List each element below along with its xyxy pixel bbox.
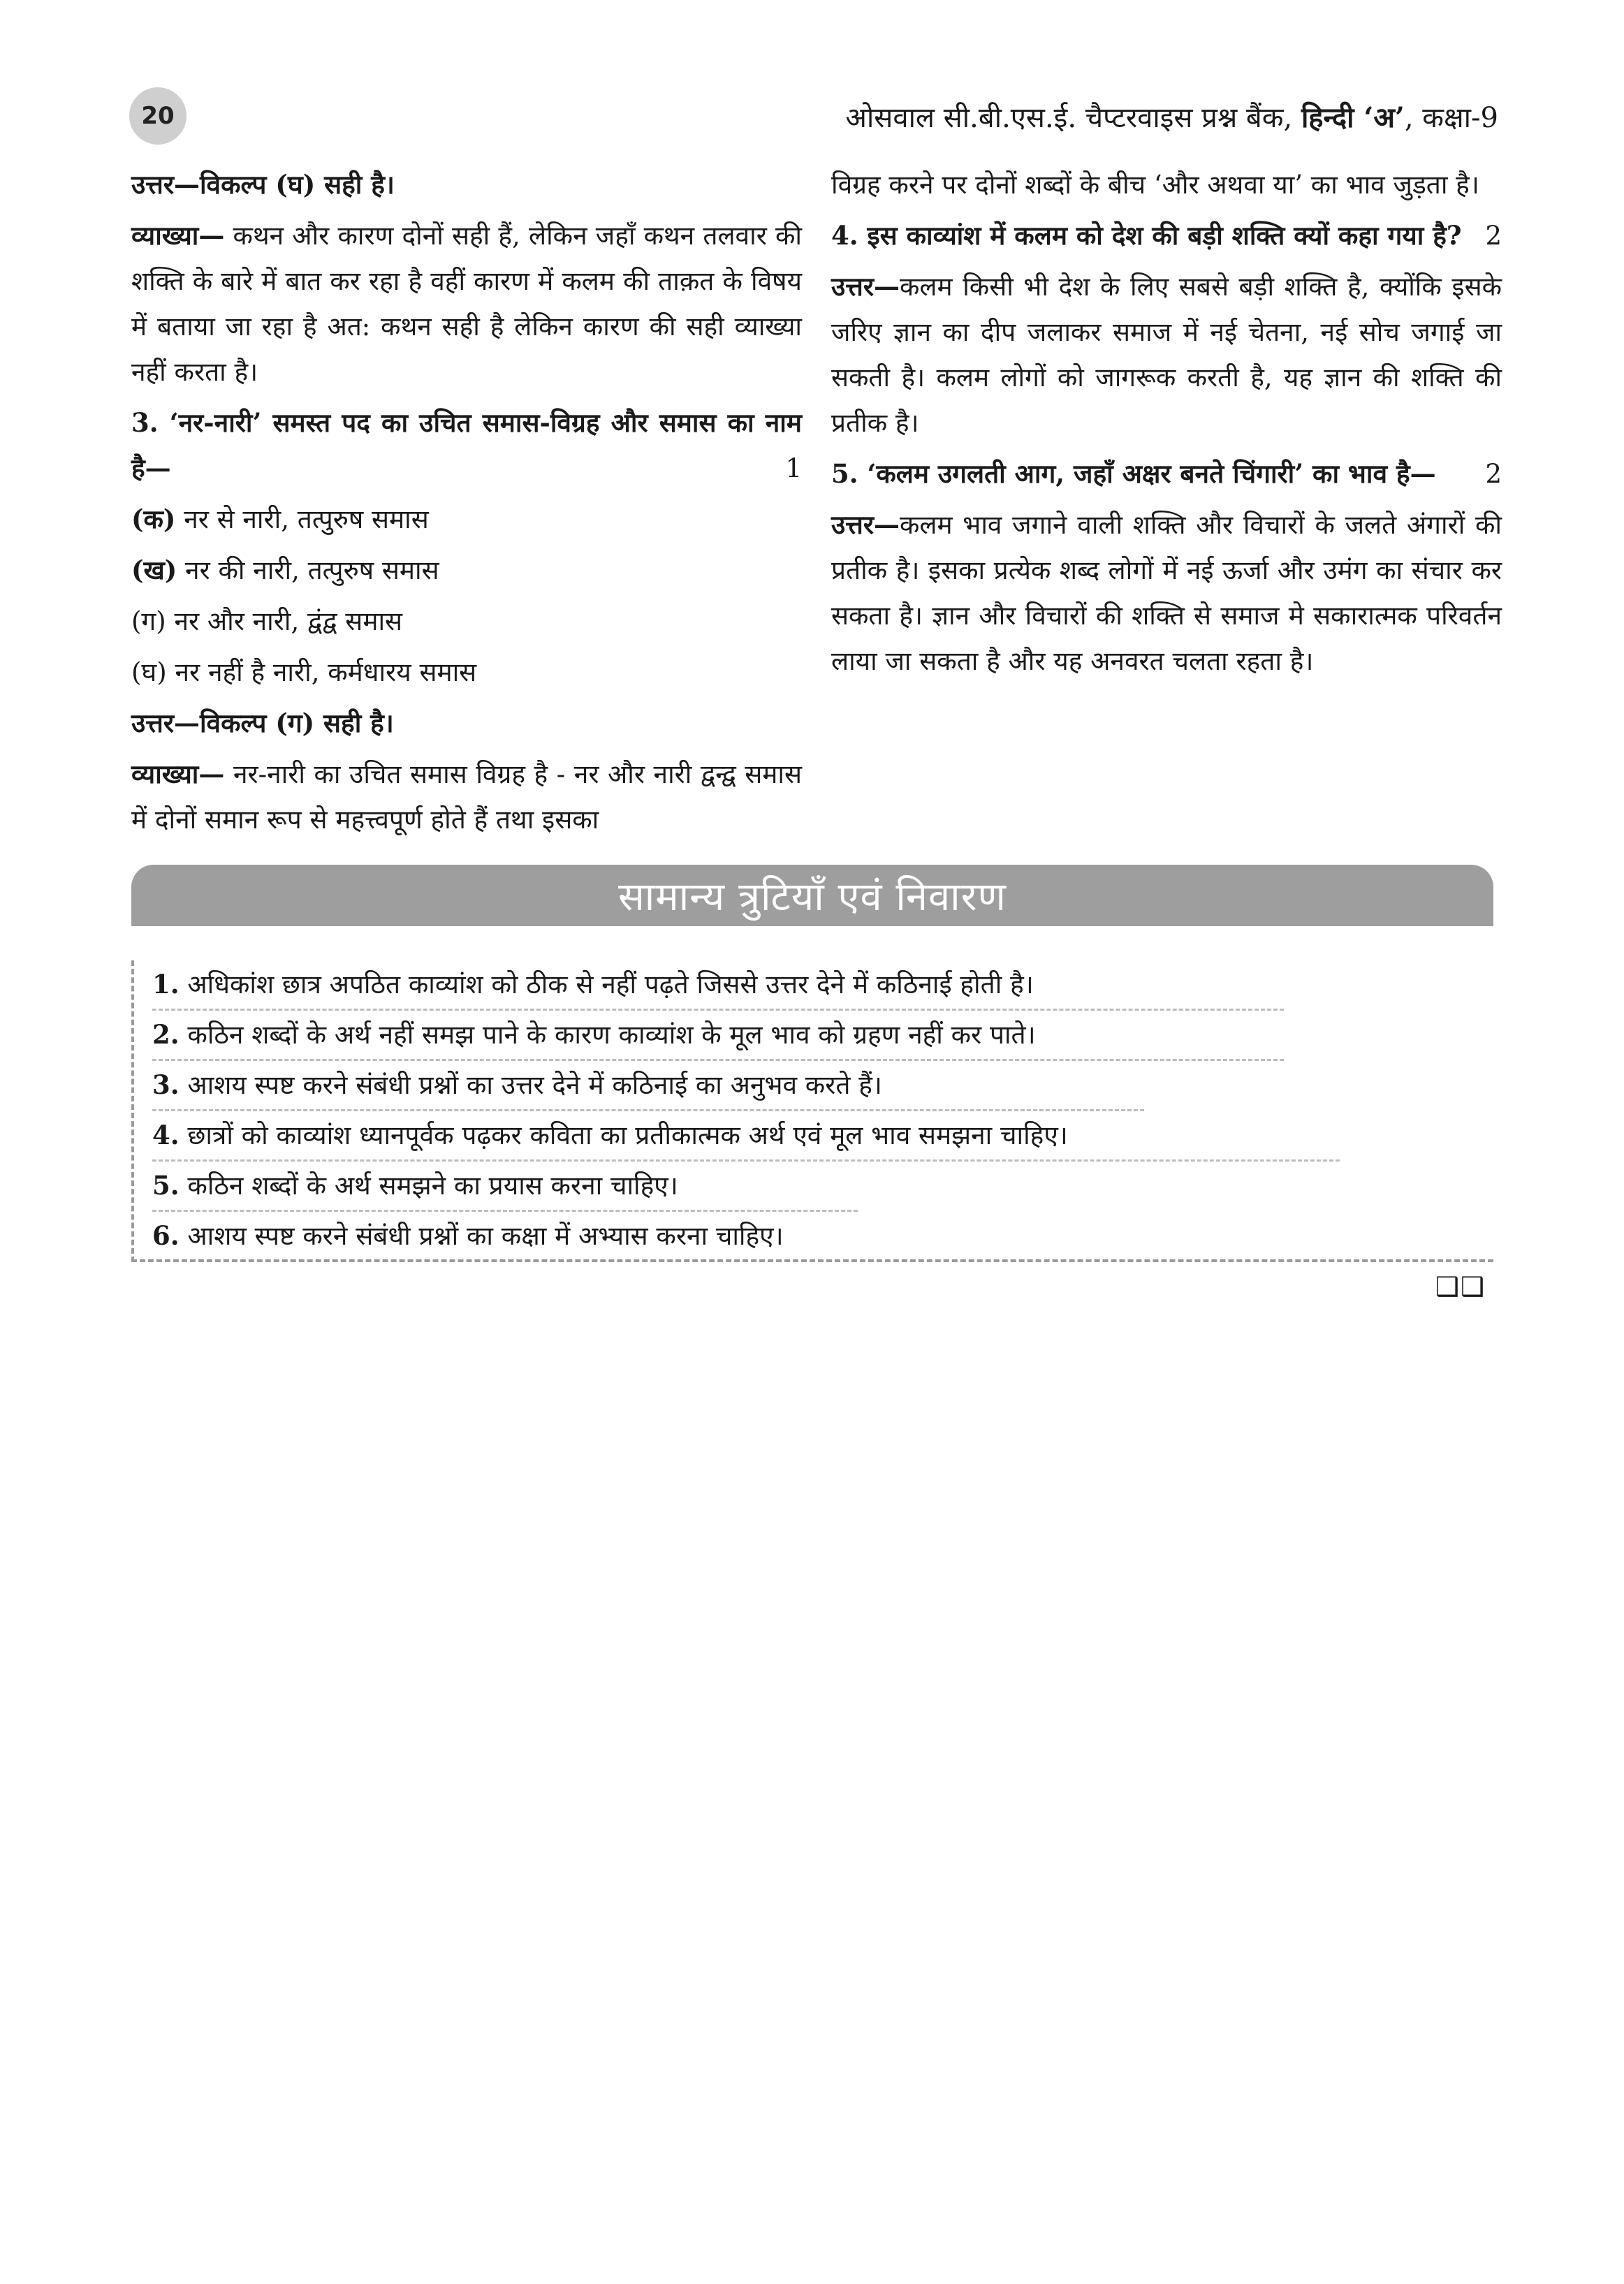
question-3: [131, 400, 802, 491]
common-errors-list: [134, 960, 1493, 1262]
explanation-1: [131, 213, 802, 395]
right-column: [831, 162, 1502, 689]
item-number: 6.: [152, 1220, 180, 1251]
list-item: [152, 1111, 1340, 1162]
option-label: (ख): [131, 555, 177, 585]
list-item: [152, 1162, 858, 1212]
answer-5-text: कलम भाव जगाने वाली शक्ति और विचारों के जलते अंगारों की प्रतीक है। इसका प्रत्येक शब्द लोगों में नई ऊर्जा और उमंग का संचार कर सकता है। ज्ञान और विचारों की शक्ति से समाज मे सकारात्मक परिवर्तन लाया जा सकता है और यह अनवरत चलता रहता है।: [831, 510, 1502, 676]
question-5: [831, 451, 1502, 497]
question-4-text: 4. इस काव्यांश में कलम को देश की बड़ी शक्ति क्यों कहा गया है?: [831, 220, 1462, 251]
list-item: [152, 960, 1284, 1011]
running-head-suffix: , कक्षा-9: [1404, 102, 1498, 134]
question-3-marks: 1: [785, 453, 802, 483]
item-number: 2.: [152, 1019, 180, 1050]
item-text: कठिन शब्दों के अर्थ समझने का प्रयास करना चाहिए।: [179, 1171, 678, 1201]
common-errors-banner: [131, 865, 1493, 926]
end-of-chapter-mark: ❑❑: [1435, 1271, 1486, 1302]
question-3-text: 3. ‘नर-नारी’ समस्त पद का उचित समास-विग्रह और समास का नाम है—: [131, 407, 802, 483]
page-header: [129, 87, 1498, 150]
item-number: 1.: [152, 969, 180, 1000]
item-text: आशय स्पष्ट करने संबंधी प्रश्नों का कक्षा में अभ्यास करना चाहिए।: [179, 1221, 784, 1251]
running-head-subject: हिन्दी ‘अ’: [1301, 101, 1405, 134]
list-item: [152, 1212, 1032, 1262]
running-head-prefix: ओसवाल सी.बी.एस.ई. चैप्टरवाइस प्रश्न बैंक,: [845, 102, 1301, 134]
answer-5: [831, 502, 1502, 684]
explanation-3: [131, 752, 802, 842]
explanation-3-label: व्याख्या—: [131, 759, 225, 789]
option-label: (ग): [131, 606, 166, 636]
answer-1: उत्तर—विकल्प (घ) सही है।: [131, 169, 395, 200]
item-text: कठिन शब्दों के अर्थ नहीं समझ पाने के कारण काव्यांश के मूल भाव को ग्रहण नहीं कर पाते।: [179, 1020, 1036, 1050]
option-text: नर की नारी, तत्पुरुष समास: [177, 555, 439, 585]
item-number: 5.: [152, 1170, 180, 1201]
common-errors-box: [131, 960, 1493, 1262]
option-text: नर और नारी, द्वंद्व समास: [166, 606, 403, 636]
running-head: [845, 97, 1498, 136]
item-text: अधिकांश छात्र अपठित काव्यांश को ठीक से नहीं पढ़ते जिससे उत्तर देने में कठिनाई होती है।: [179, 969, 1034, 1000]
item-number: 3.: [152, 1069, 180, 1100]
list-item: [152, 1011, 1284, 1061]
answer-5-label: उत्तर—: [831, 509, 900, 540]
list-item: [152, 1061, 1144, 1111]
option-label: (घ): [131, 657, 167, 687]
page-number: 20: [141, 102, 175, 130]
question-4-marks: 2: [1485, 221, 1502, 251]
question-5-text: 5. ‘कलम उगलती आग, जहाँ अक्षर बनते चिंगारी’ का भाव है—: [831, 458, 1436, 489]
explanation-3-continuation: विग्रह करने पर दोनों शब्दों के बीच ‘और अथवा या’ का भाव जुड़ता है।: [831, 170, 1479, 200]
answer-4: [831, 264, 1502, 446]
explanation-1-label: व्याख्या—: [131, 220, 225, 251]
explanation-1-text: कथन और कारण दोनों सही हैं, लेकिन जहाँ कथन तलवार की शक्ति के बारे में बात कर रहा है वहीं कारण में कलम की ताक़त के विषय में बताया जा रहा है अत: कथन सही है लेकिन कारण की सही व्याख्या नहीं करता है।: [131, 221, 802, 387]
option-label: (क): [131, 504, 176, 534]
left-column: [131, 162, 802, 848]
option-text: नर से नारी, तत्पुरुष समास: [175, 504, 429, 534]
common-errors-title: सामान्य त्रुटियाँ एवं निवारण: [617, 874, 1007, 920]
item-number: 4.: [152, 1120, 180, 1150]
option-ga: [131, 599, 802, 644]
answer-4-text: कलम किसी भी देश के लिए सबसे बड़ी शक्ति है, क्योंकि इसके जरिए ज्ञान का दीप जलाकर समाज में नई चेतना, नई सोच जगाई जा सकती है। कलम लोगों को जागरूक करती है, यह ज्ञान की शक्ति की प्रतीक है।: [831, 272, 1502, 438]
option-text: नर नहीं है नारी, कर्मधारय समास: [166, 657, 477, 687]
explanation-3-text: नर-नारी का उचित समास विग्रह है - नर और नारी द्वन्द्व समास में दोनों समान रूप से महत्त्वपूर्ण होते हैं तथा इसका: [131, 759, 802, 835]
answer-4-label: उत्तर—: [831, 271, 900, 302]
option-kha: [131, 548, 802, 593]
answer-3: उत्तर—विकल्प (ग) सही है।: [131, 708, 394, 738]
item-text: छात्रों को काव्यांश ध्यानपूर्वक पढ़कर कविता का प्रतीकात्मक अर्थ एवं मूल भाव समझना चाहिए।: [179, 1120, 1068, 1150]
option-ka: [131, 497, 802, 542]
option-gha: [131, 650, 802, 695]
question-5-marks: 2: [1485, 459, 1502, 489]
item-text: आशय स्पष्ट करने संबंधी प्रश्नों का उत्तर देने में कठिनाई का अनुभव करते हैं।: [179, 1070, 882, 1100]
page-number-badge: [129, 87, 186, 145]
question-4: [831, 213, 1502, 258]
